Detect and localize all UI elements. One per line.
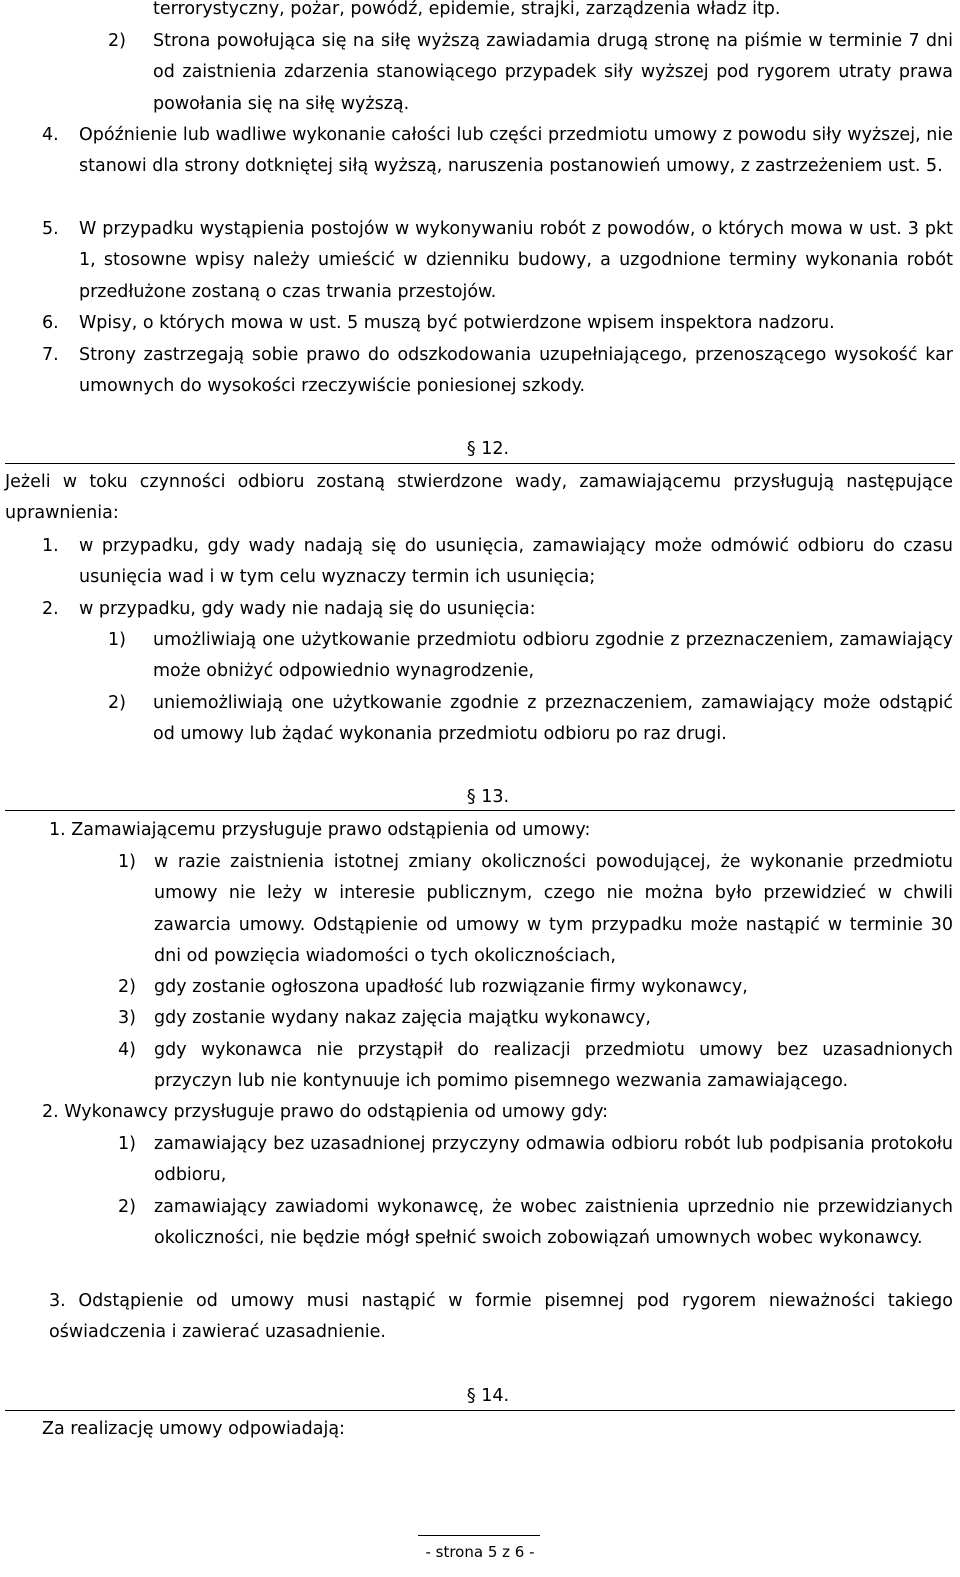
- section-item: 3. Odstąpienie od umowy musi nastąpić w formie pisemnej pod rygorem nieważności takiego oświadczenia i zawierać uzasadnienie.: [49, 1291, 953, 1343]
- section-heading: § 12.: [466, 439, 510, 459]
- paragraph-continuation: terrorystyczny, pożar, powódź, epidemie, strajki, zarządzenia władz itp.: [153, 0, 781, 19]
- section-heading: § 13.: [466, 787, 510, 807]
- item-text: uniemożliwiają one użytkowanie zgodnie z przeznaczeniem, zamawiający może odstąpić od umowy lub żądać wykonania przedmiotu odbioru po raz drugi.: [153, 693, 953, 745]
- section-heading: § 14.: [466, 1386, 510, 1406]
- item-text: Wpisy, o których mowa w ust. 5 muszą być potwierdzone wpisem inspektora nadzoru.: [79, 313, 835, 333]
- item-text: gdy zostanie wydany nakaz zajęcia majątku wykonawcy,: [154, 1008, 651, 1028]
- item-number: 6.: [42, 313, 59, 333]
- section-intro: Jeżeli w toku czynności odbioru zostaną stwierdzone wady, zamawiającemu przysługują następujące uprawnienia:: [5, 472, 953, 524]
- section-divider: [5, 1410, 955, 1411]
- item-text: Opóźnienie lub wadliwe wykonanie całości lub części przedmiotu umowy z powodu siły wyższej, nie stanowi dla strony dotkniętej siłą wyższą, naruszenia postanowień umowy, z zastrzeżeniem ust. 5.: [79, 125, 953, 177]
- item-number: 1): [118, 1134, 136, 1154]
- page-number: - strona 5 z 6 -: [425, 1543, 535, 1561]
- item-text: Strony zastrzegają sobie prawo do odszkodowania uzupełniającego, przenoszącego wysokość kar umownych do wysokości rzeczywiście poniesionej szkody.: [79, 345, 953, 397]
- item-text: w przypadku, gdy wady nadają się do usunięcia, zamawiający może odmówić odbioru do czasu usunięcia wad i w tym celu wyznaczy termin ich usunięcia;: [79, 536, 953, 588]
- item-text: umożliwiają one użytkowanie przedmiotu odbioru zgodnie z przeznaczeniem, zamawiający może obniżyć odpowiednio wynagrodzenie,: [153, 630, 953, 682]
- item-number: 2): [108, 693, 126, 713]
- item-number: 2.: [42, 599, 59, 619]
- item-number: 4): [118, 1040, 136, 1060]
- item-number: 1): [118, 852, 136, 872]
- item-text: zamawiający zawiadomi wykonawcę, że wobec zaistnienia uprzednio nie przewidzianych okoliczności, nie będzie mógł spełnić swoich zobowiązań umownych wobec wykonawcy.: [154, 1197, 953, 1249]
- item-number: 1.: [42, 536, 59, 556]
- item-number: 1): [108, 630, 126, 650]
- footer-divider: [418, 1535, 540, 1536]
- item-number: 4.: [42, 125, 59, 145]
- section-divider: [5, 463, 955, 464]
- section-divider: [5, 810, 955, 811]
- item-number: 3): [118, 1008, 136, 1028]
- item-text: w przypadku, gdy wady nie nadają się do usunięcia:: [79, 599, 536, 619]
- section-intro: Za realizację umowy odpowiadają:: [42, 1419, 345, 1439]
- section-item: 2. Wykonawcy przysługuje prawo do odstąpienia od umowy gdy:: [42, 1102, 609, 1122]
- item-text: W przypadku wystąpienia postojów w wykonywaniu robót z powodów, o których mowa w ust. 3 pkt 1, stosowne wpisy należy umieścić w dzienniku budowy, a uzgodnione terminy wykonania robót przedłużone zostaną o czas trwania przestojów.: [79, 219, 953, 302]
- item-number: 2): [108, 31, 126, 51]
- item-text: w razie zaistnienia istotnej zmiany okoliczności powodującej, że wykonanie przedmiotu umowy nie leży w interesie publicznym, czego nie można było przewidzieć w chwili zawarcia umowy. Odstąpienie od umowy w tym przypadku może nastąpić w terminie 30 dni od powzięcia wiadomości o tych okolicznościach,: [154, 852, 953, 967]
- item-number: 2): [118, 1197, 136, 1217]
- item-text: Strona powołująca się na siłę wyższą zawiadamia drugą stronę na piśmie w terminie 7 dni od zaistnienia zdarzenia stanowiącego przypadek siły wyższej pod rygorem utraty prawa powołania się na siłę wyższą.: [153, 31, 953, 114]
- item-text: gdy wykonawca nie przystąpił do realizacji przedmiotu umowy bez uzasadnionych przyczyn lub nie kontynuuje ich pomimo pisemnego wezwania zamawiającego.: [154, 1040, 953, 1092]
- section-item: 1. Zamawiającemu przysługuje prawo odstąpienia od umowy:: [49, 820, 591, 840]
- item-number: 7.: [42, 345, 59, 365]
- item-number: 2): [118, 977, 136, 997]
- item-text: zamawiający bez uzasadnionej przyczyny odmawia odbioru robót lub podpisania protokołu odbioru,: [154, 1134, 953, 1186]
- item-number: 5.: [42, 219, 59, 239]
- item-text: gdy zostanie ogłoszona upadłość lub rozwiązanie firmy wykonawcy,: [154, 977, 748, 997]
